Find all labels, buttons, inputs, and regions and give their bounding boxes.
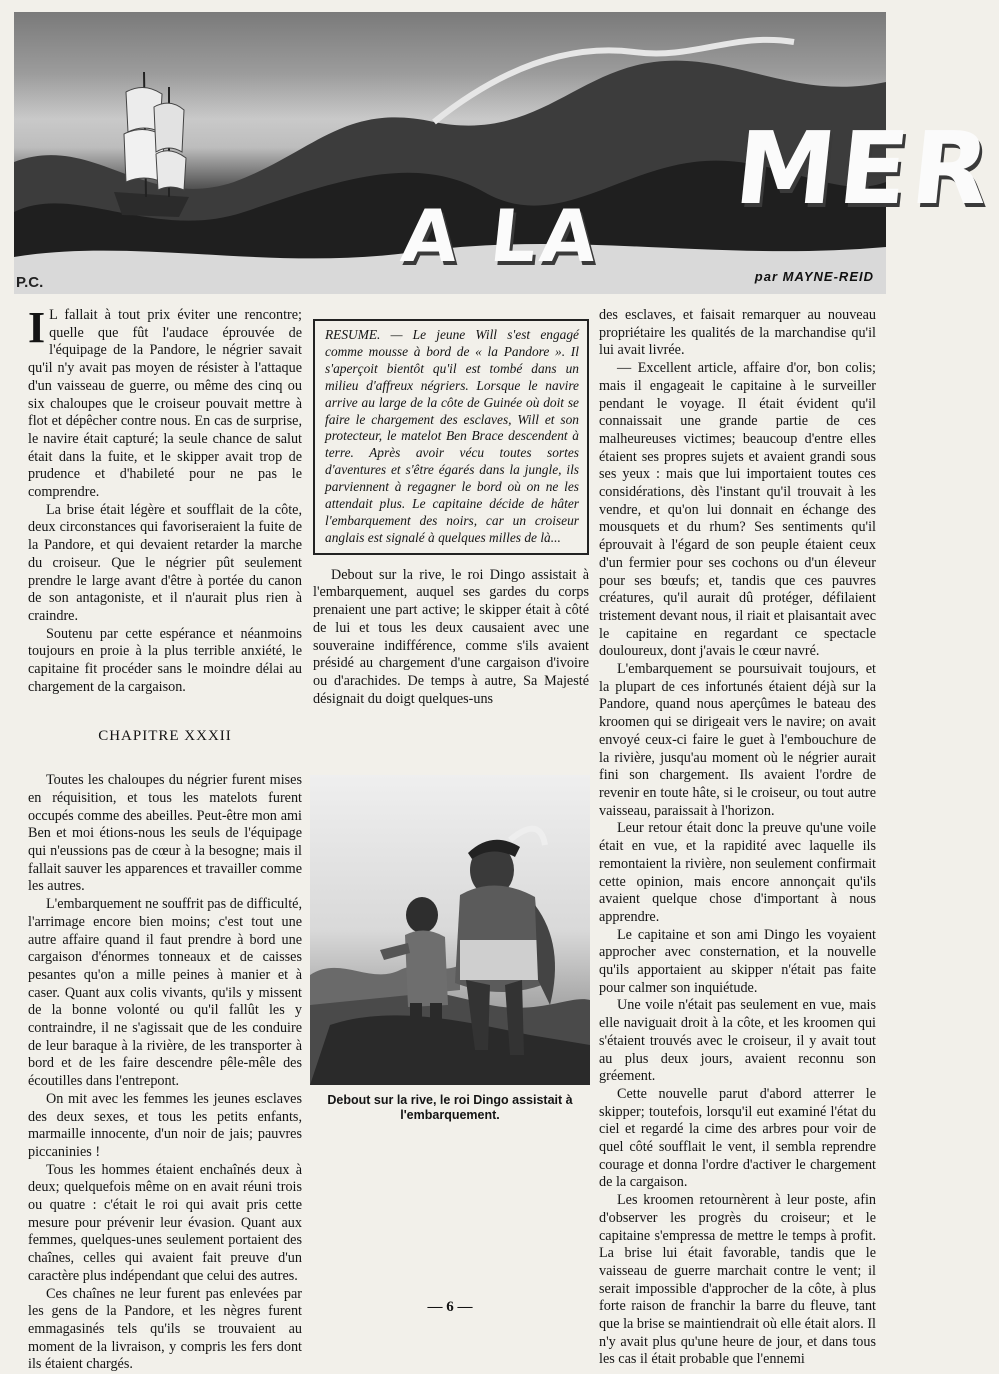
summary-box: RESUME. — Le jeune Will s'est engagé comme mousse à bord de « la Pandore ». Il s'aperçoit bientôt qu'il est tombé dans un milieu d'affreux négriers. Lorsque le navire arrive au large de la côte de Guinée où doit se faire le chargement des esclaves, Will et son protecteur, le matelot Ben Brace descendent à terre. Après avoir vécu toutes sortes d'aventures et s'être égarés dans la jungle, ils parviennent à regagner le bord où on ne les attendait plus. Le capitaine décide de hâter l'embarquement des noirs, car un croiseur anglais est signalé à quelques milles de là... — [313, 319, 589, 555]
paragraph: des esclaves, et faisait remarquer au nouveau propriétaire les qualités de la marchandise qu'il lui avait livrée. — [599, 307, 876, 359]
paragraph: Ces chaînes ne leur furent pas enlevées par les gens de la Pandore, et les nègres furent emmagasinés tels qu'ils se trouvaient au moment de la livraison, y compris les fers dont ils étaient chargés. — [28, 1285, 302, 1373]
chapter-heading: CHAPITRE XXXII — [98, 728, 232, 745]
title-part-2: MER — [729, 110, 999, 227]
artist-initials: P.C. — [16, 274, 44, 291]
header-illustration — [14, 12, 999, 294]
column-3 — [599, 307, 876, 1369]
author-byline: par MAYNE-REID — [754, 269, 874, 284]
two-figures-on-rock-image — [310, 775, 590, 1085]
paragraph: Debout sur la rive, le roi Dingo assistait à l'embarquement, auquel ses gardes du corps prenaient une part active; le skipper était à côté de lui et tous les deux causaient avec une souveraine indifférence, comme s'ils avaient présidé au chargement d'une cargaison d'ivoire ou d'arachides. De temps à autre, Sa Majesté désignait du doigt quelques-uns — [313, 566, 589, 707]
paragraph: — Excellent article, affaire d'or, bon colis; mais il engageait le capitaine à le surveiller pendant le voyage. Il était évident qu'il connaissait une grande partie de ces malheureuses victimes; beaucoup d'entre elles étaient ses propres sujets et avaient grandi sous ses yeux : mais que lui importaient toutes ces considérations, dès l'instant qu'il trouvait à les vendre, et qu'on lui donnait en échange des mousquets et du rhum? Ses sentiments qu'il éprouvait à l'égard de son peuple étaient ceux d'un fermier pour ses cochons ou d'un éleveur pour ses bœufs; et, tandis que ces pauvres créatures, qu'il aurait dû protéger, défilaient tristement devant nous, il riait et plaisantait avec le capitaine en regardant ce spectacle douloureux, dont j'avais le cœur navré. — [599, 360, 876, 660]
paragraph: Tous les hommes étaient enchaînés deux à deux; quelquefois même on en avait réuni trois ou quatre : c'était le roi qui avait pris cette mesure pour prévenir leur évasion. Quant aux femmes, quelques-unes seulement portaient des chaînes, celles qui avaient fait preuve d'un caractère plus indépendant que celui des autres. — [28, 1161, 302, 1284]
paragraph: Leur retour était donc la preuve qu'une voile était en vue, et la rapidité avec laquelle ils remontaient la rivière, non seulement confirmait cette opinion, mais encore annonçait qu'ils avaient quelque chose d'important à nous apprendre. — [599, 820, 876, 925]
paragraph: La brise était légère et soufflait de la côte, deux circonstances qui favoriseraient la fuite de la Pandore, et qui devaient retarder la marche du croiseur. Que le négrier pût seulement prendre le large avant d'être à portée du canon de son antagoniste, et il n'aurait plus rien à craindre. — [28, 501, 302, 624]
paragraph: Le capitaine et son ami Dingo les voyaient approcher avec consternation, et la nouvelle qu'ils apportaient au skipper n'était pas faite pour calmer son inquiétude. — [599, 926, 876, 996]
illustration-king-dingo — [310, 775, 590, 1085]
intro-paragraph — [28, 303, 302, 502]
column-2 — [313, 307, 589, 708]
page-number: — 6 — — [427, 1299, 473, 1315]
drop-cap: I — [28, 303, 46, 352]
paragraph: L'embarquement ne souffrit pas de difficulté, l'arrimage encore bien moins; c'est tout une autre affaire quand il faut prendre à bord une cargaison d'énormes tonneaux et de caisses pesantes qu'on a mille peines à manier et à caser. Quant aux colis vivants, qu'ils y missent de la bonne volonté ou qu'il fallût les y contraindre, il ne s'agissait que de les conduire de leur baraque à la rivière, de les transporter à bord et de les faire descendre pêle-mêle des écoutilles dans l'entrepont. — [28, 896, 302, 1090]
paragraph: Une voile n'était pas seulement en vue, mais elle naviguait droit à la côte, et les kroomen qui s'étaient trouvés avec le croiseur, il y avait tout au plus deux jours, avaient reconnu son gréement. — [599, 997, 876, 1085]
paragraph: Cette nouvelle parut d'abord atterrer le skipper; toutefois, lorsqu'il eut examiné l'état du ciel et regardé la cime des arbres pour voir de quel côté soufflait le vent, il sembla reprendre courage et donna l'ordre d'activer le chargement de la cargaison. — [599, 1085, 876, 1191]
title-part-1: A LA — [397, 194, 605, 278]
figure-caption: Debout sur la rive, le roi Dingo assistait à l'embarquement. — [327, 1093, 573, 1122]
paragraph: Toutes les chaloupes du négrier furent mises en réquisition, et tous les matelots furent occupés comme des abeilles. Peut-être mon ami Ben et moi étions-nous les seuls de l'équipage qui n'eussions pas de cœur à la besogne; mais il fallait sauver les apparences et travailler comme les autres. — [28, 772, 302, 895]
paragraph: On mit avec les femmes les jeunes esclaves des deux sexes, et tous les petits enfants, marmaille innocente, d'un noir de jais; pauvres piccaninies ! — [28, 1090, 302, 1160]
intro-text: L fallait à tout prix éviter une rencontre; quelle que fût l'audace éprouvée de l'équipage de la Pandore, le négrier savait qu'il n'y avait pas moyen de résister à l'attaque d'un vaisseau de guerre, ou même des cinq ou six chaloupes que le croiseur pouvait mettre à flot et dépêcher contre nous. En cas de surprise, le navire était capturé; la seule chance de salut était dans la fuite, et le skipper avait trop de prudence et d'habileté pour ne pas le comprendre. — [28, 307, 302, 501]
paragraph: Les kroomen retournèrent à leur poste, afin d'observer les progrès du croiseur; et le capitaine s'empressa de mettre le temps à profit. La brise lui était favorable, tandis que le vaisseau de guerre marchait contre le vent; il serait impossible d'approcher de la côte, à plus forte raison de franchir la barre du fleuve, tant que la brise se maintiendrait où elle était alors. Il n'y avait plus qu'une heure de jour, et dans tous les cas il était probable que l'ennemi — [599, 1192, 876, 1368]
column-1 — [28, 303, 302, 1374]
paragraph: L'embarquement se poursuivait toujours, et la plupart de ces infortunés étaient déjà sur la Pandore, quand nous aperçûmes le bateau des kroomen qui se dirigeait vers le navire; on avait envoyé ceux-ci faire le guet à l'embouchure de la rivière, jusqu'au moment où le négrier aurait fini son chargement. Ils avaient l'ordre de revenir en toute hâte, si le croiseur, ou tout autre vaisseau, paraissait à l'horizon. — [599, 661, 876, 819]
paragraph: Soutenu par cette espérance et néanmoins toujours en proie à la plus terrible anxiété, le capitaine fit procéder sans le moindre délai au chargement de la cargaison. — [28, 625, 302, 695]
